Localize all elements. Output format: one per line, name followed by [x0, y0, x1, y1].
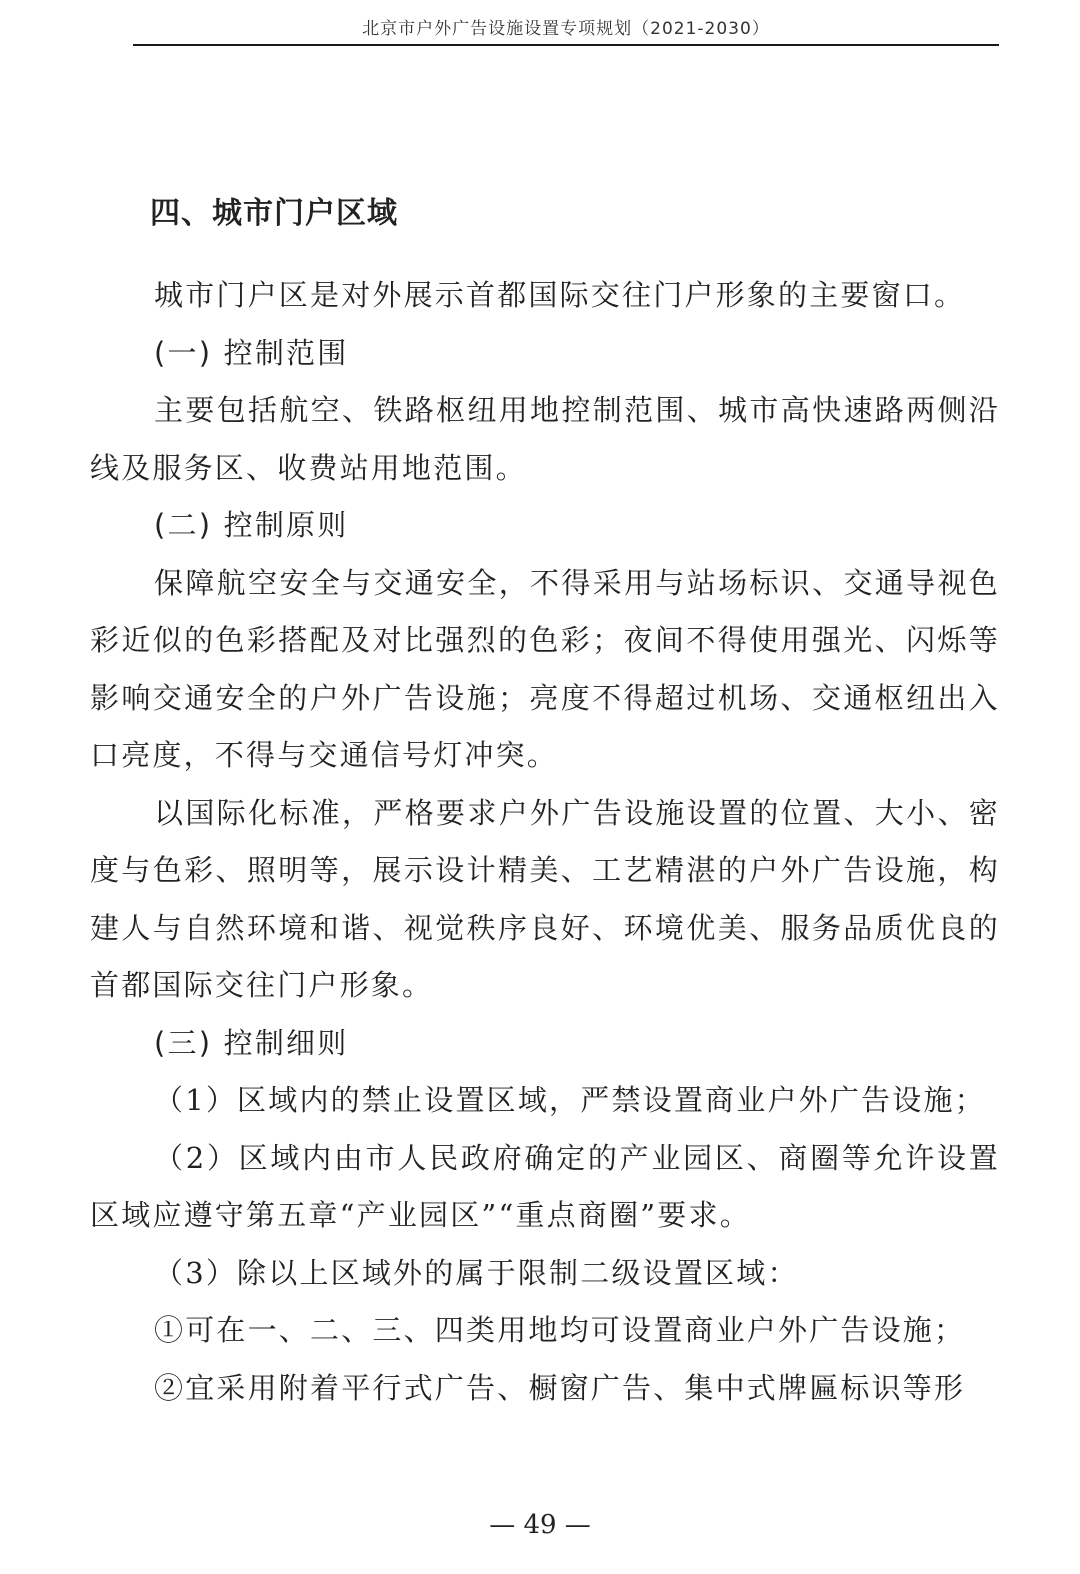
rule-item-3-2: ②宜采用附着平行式广告、橱窗广告、集中式牌匾标识等形: [154, 1370, 966, 1405]
rule-item-3-1: ①可在一、二、三、四类用地均可设置商业户外广告设施；: [154, 1313, 966, 1347]
rule-item-2: （2）区域内由市人民政府确定的产业园区、商圈等允许设置区域应遵守第五章“产业园区”“重点商圈”要求。: [90, 1140, 1000, 1232]
paragraph-control-scope: 主要包括航空、铁路枢纽用地控制范围、城市高快速路两侧沿线及服务区、收费站用地范围。: [90, 393, 1000, 485]
document-body: [90, 267, 1000, 1417]
rule-item-3: （3）除以上区域外的属于限制二级设置区域：: [154, 1255, 799, 1290]
subheading-control-rules: (三) 控制细则: [154, 1025, 349, 1060]
running-header: 北京市户外广告设施设置专项规划（2021-2030）: [362, 19, 770, 39]
subheading-control-principles: (二) 控制原则: [154, 508, 349, 542]
paragraph-principles-standards: 以国际化标准，严格要求户外广告设施设置的位置、大小、密度与色彩、照明等，展示设计精美、工艺精湛的户外广告设施，构建人与自然环境和谐、视觉秩序良好、环境优美、服务品质优良的首都国际交往门户形象。: [90, 795, 1000, 1002]
section-title: 四、城市门户区域: [150, 196, 398, 231]
subheading-control-scope: (一) 控制范围: [154, 335, 349, 370]
header-rule: [133, 44, 999, 46]
paragraph-principles-safety: 保障航空安全与交通安全，不得采用与站场标识、交通导视色彩近似的色彩搭配及对比强烈的色彩；夜间不得使用强光、闪烁等影响交通安全的户外广告设施；亮度不得超过机场、交通枢纽出入口亮度，不得与交通信号灯冲突。: [90, 565, 1000, 772]
paragraph-intro: 城市门户区是对外展示首都国际交往门户形象的主要窗口。: [154, 278, 966, 312]
page-number: — 49 —: [489, 1510, 591, 1540]
rule-item-1: （1）区域内的禁止设置区域，严禁设置商业户外广告设施；: [154, 1083, 986, 1117]
